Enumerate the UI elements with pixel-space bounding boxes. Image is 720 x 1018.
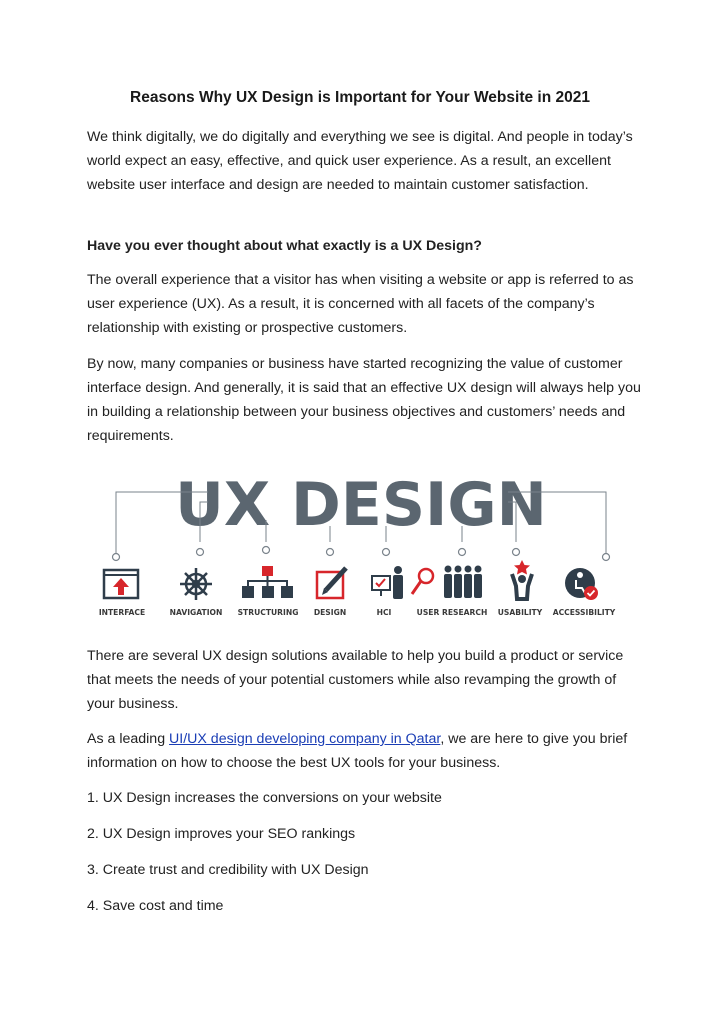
- leading-prefix: As a leading: [87, 731, 170, 747]
- accessibility-icon: [565, 568, 598, 600]
- list-item: 4. Save cost and time: [87, 898, 224, 914]
- user-research-icon: [412, 566, 482, 599]
- leading-suffix: , we are here to give you brief information on how to choose the best UX tools for your business.: [87, 731, 628, 771]
- solutions-paragraph: There are several UX design solutions available to help you build a product or service that meets the needs of your potential customers while also revamping the growth of your business.: [87, 648, 624, 712]
- value-paragraph: By now, many companies or business have started recognizing the value of customer interface design. And generally, it is said that an effective UX design will always help you in building a relationship between your business objectives and customers’ needs and requirements.: [87, 356, 641, 444]
- intro-paragraph: We think digitally, we do digitally and everything we see is digital. And people in today’s world expect an easy, effective, and quick user experience. As a result, an excellent website user interface and design are needed to maintain customer satisfaction.: [87, 129, 633, 193]
- leading-paragraph: [87, 727, 643, 775]
- navigation-icon: [180, 568, 212, 600]
- hci-icon: [372, 566, 403, 599]
- connector-dots: [113, 547, 610, 561]
- list-item: 3. Create trust and credibility with UX Design: [87, 862, 369, 878]
- structuring-icon: [242, 566, 293, 598]
- label-hci: HCI: [376, 608, 392, 617]
- page-title: Reasons Why UX Design is Important for Your Website in 2021: [130, 89, 590, 106]
- usability-icon: [512, 560, 532, 599]
- definition-paragraph: The overall experience that a visitor has when visiting a website or app is referred to as user experience (UX). As a result, it is concerned with all facets of the company’s relationship with existing or prospective customers.: [87, 272, 634, 336]
- label-accessibility: ACCESSIBILITY: [552, 608, 616, 617]
- ux-design-infographic: [96, 462, 626, 632]
- list-item: 1. UX Design increases the conversions on your website: [87, 790, 442, 806]
- label-user-research: USER RESEARCH: [416, 608, 488, 617]
- label-navigation: NAVIGATION: [169, 608, 223, 617]
- interface-icon: [104, 570, 138, 598]
- label-design: DESIGN: [313, 608, 347, 617]
- label-structuring: STRUCTURING: [237, 608, 299, 617]
- company-link[interactable]: UI/UX design developing company in Qatar: [169, 731, 441, 747]
- design-icon: [317, 568, 346, 598]
- label-interface: INTERFACE: [98, 608, 146, 617]
- label-usability: USABILITY: [497, 608, 543, 617]
- banner-heading: UX DESIGN: [175, 470, 547, 540]
- question-heading: Have you ever thought about what exactly is a UX Design?: [87, 238, 482, 254]
- list-item: 2. UX Design improves your SEO rankings: [87, 826, 356, 842]
